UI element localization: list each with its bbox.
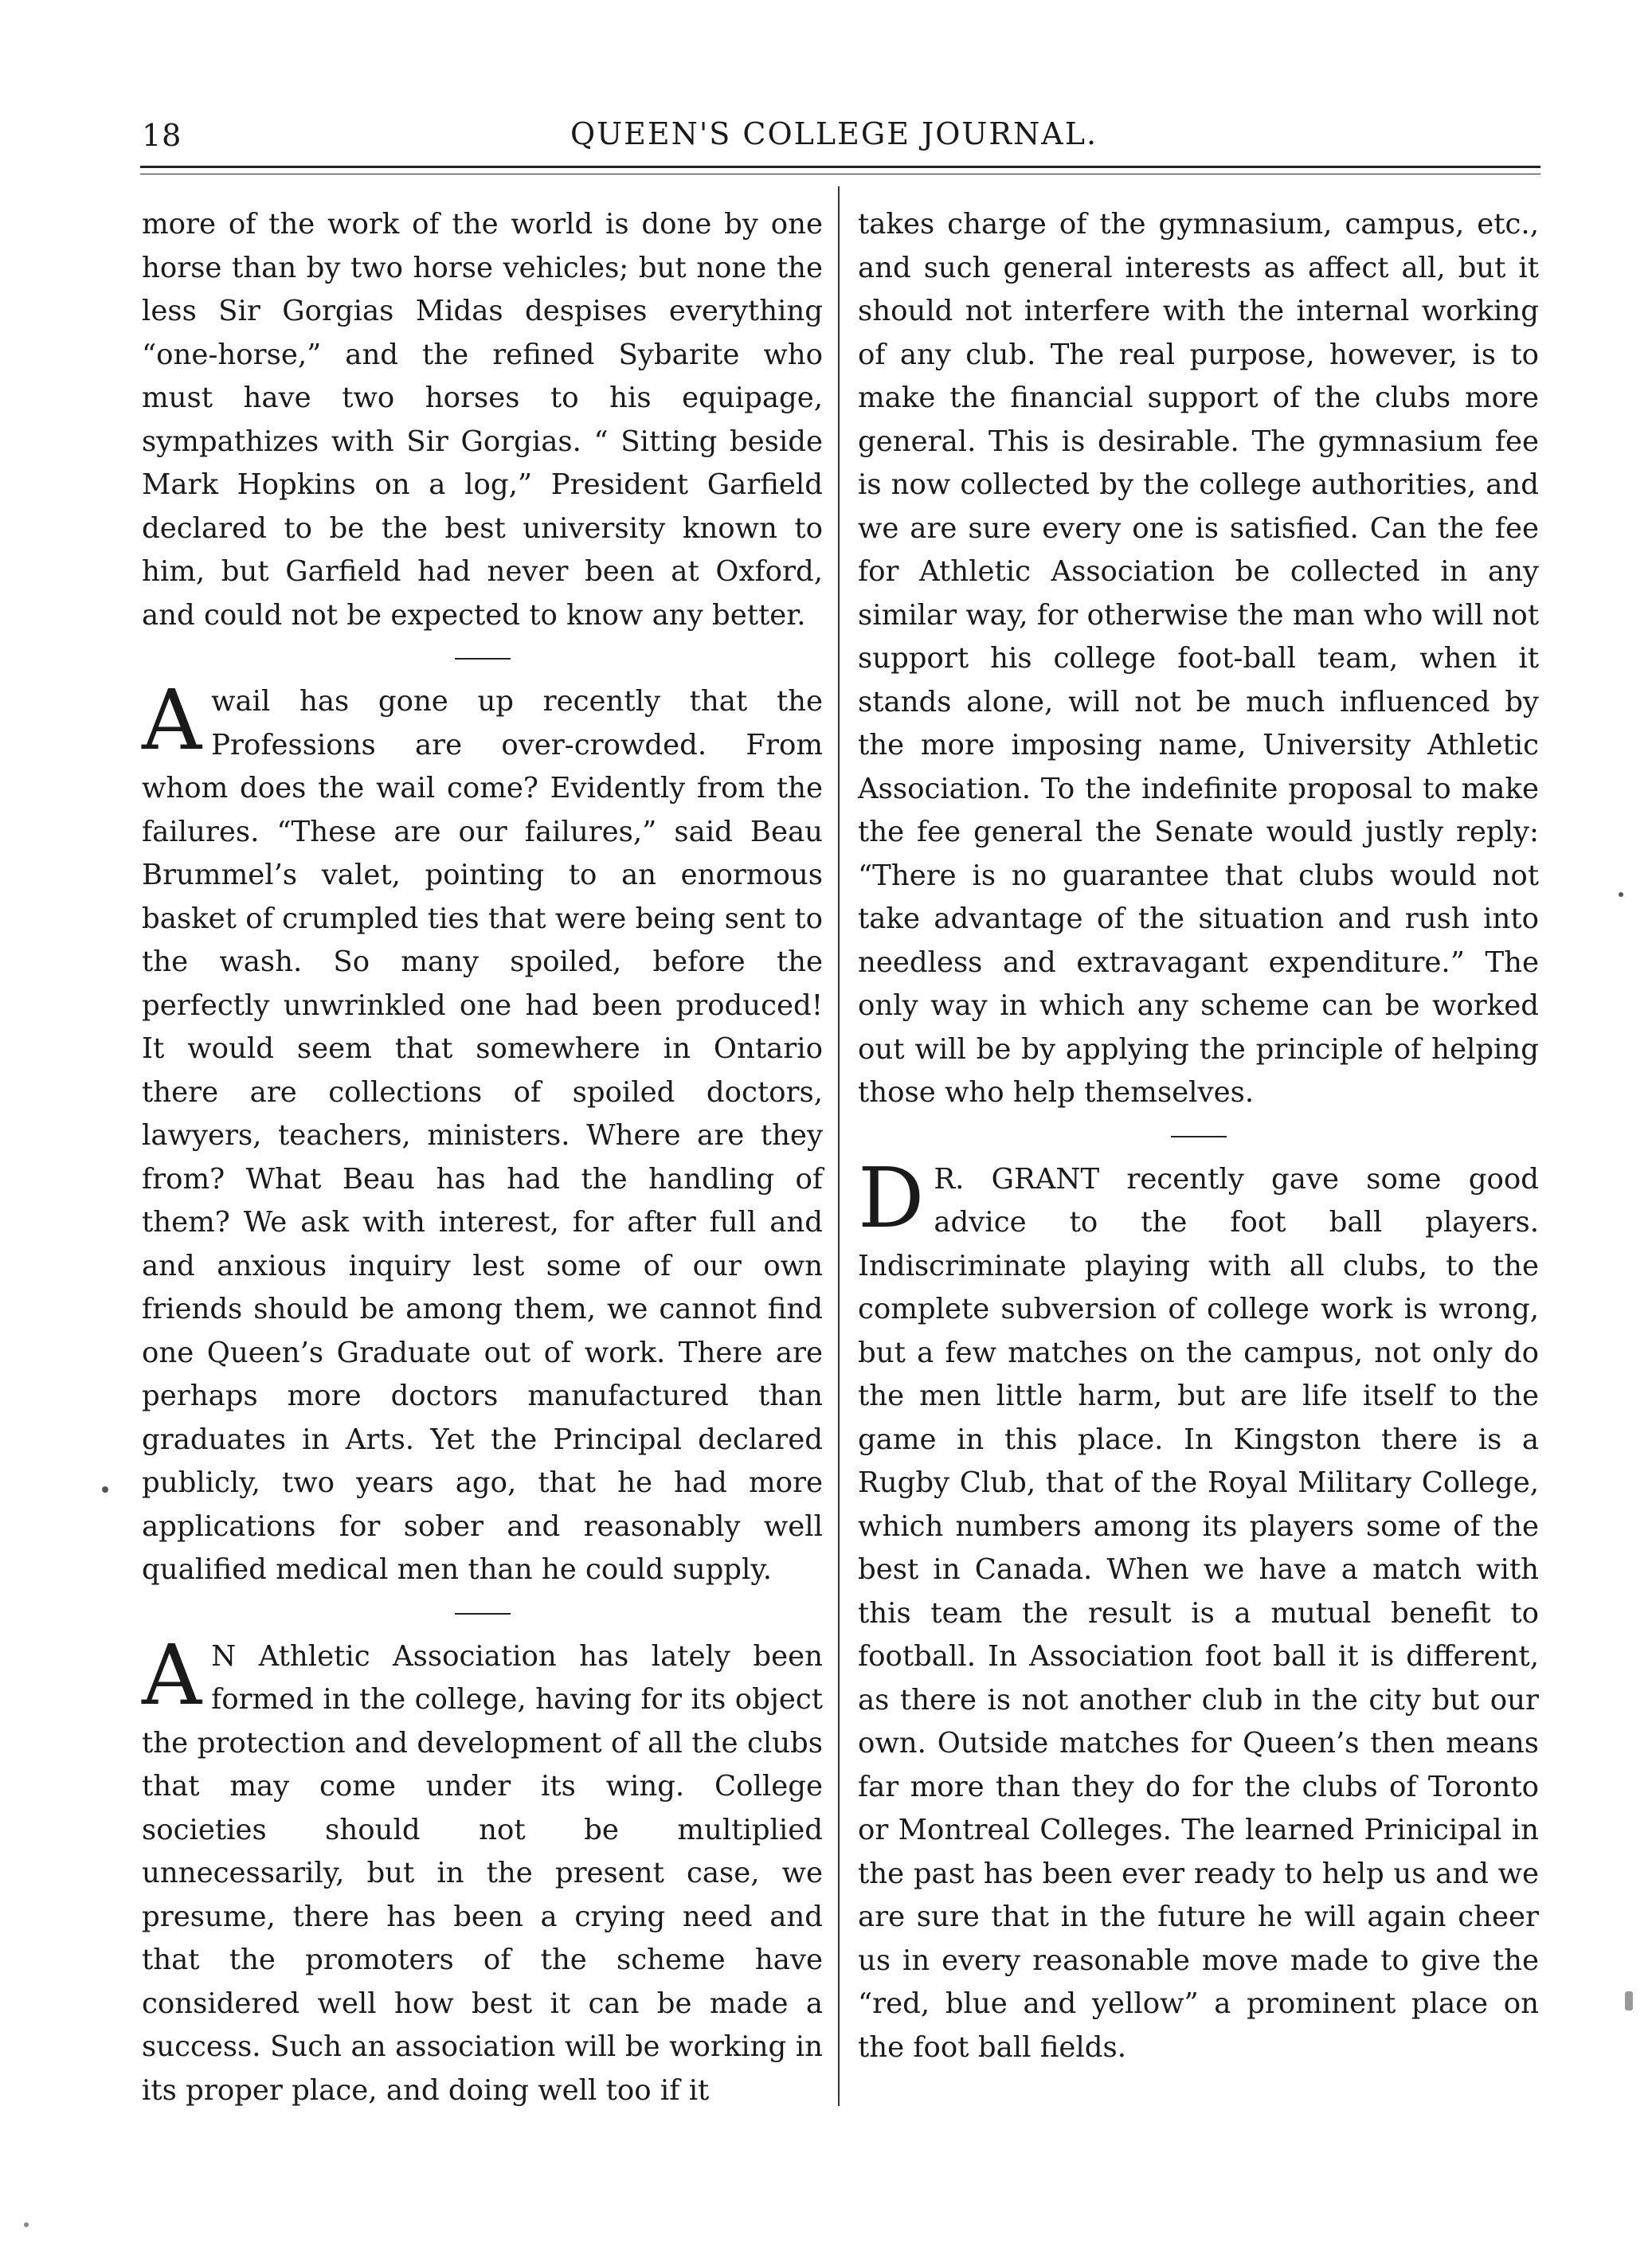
section-separator [455, 658, 511, 660]
section-separator [1171, 1136, 1227, 1137]
paragraph-athletic-continued: takes charge of the gymnasium, campus, etc., and such general interests as affect all, but it should not interfere with the internal working of any club. The real purpose, however, is to make the financial support of the clubs more general. This is desirable. The gymnasium fee is now collected by the college authorities, and we are sure every one is satisfied. Can the fee for Athletic Association be collected in any similar way, for otherwise the man who will not support his college foot-ball team, when it stands alone, will not be much influenced by the more imposing name, University Athletic Association. To the indefinite proposal to make the fee general the Senate would justly reply: “There is no guarantee that clubs would not take advantage of the situation and rush into needless and extravagant expenditure.” The only way in which any scheme can be worked out will be by applying the principle of helping those who help themselves. [858, 208, 1539, 1109]
right-column [858, 203, 1539, 2069]
paragraph-text: R. GRANT recently gave some good advice to the foot ball players. Indiscriminate playing with all clubs, to the complete subversion of college work is wrong, but a few matches on the campus, not only do the men little harm, but are life itself to the game in this place. In Kingston there is a Rugby Club, that of the Royal Military College, which numbers among its players some of the best in Canada. When we have a match with this team the result is a mutual benefit to football. In Association foot ball it is different, as there is not another club in the city but our own. Outside matches for Queen’s then means far more than they do for the clubs of Toronto or Montreal Colleges. The learned Prinicipal in the past has been ever ready to help us and we are sure that in the future he will again cheer us in every reasonable move made to give the “red, blue and yellow” a prominent place on the foot ball fields. [858, 1162, 1539, 2064]
paragraph-one-horse: more of the work of the world is done by one horse than by two horse vehicles; but none the less Sir Gorgias Midas despises everything “one-horse,” and the refined Sybarite who must have two horses to his equipage, sympathizes with Sir Gorgias. “ Sitting beside Mark Hopkins on a log,” President Garfield declared to be the best university known to him, but Garfield had never been at Oxford, and could not be expected to know any better. [142, 208, 823, 632]
page-number: 18 [142, 118, 182, 153]
paragraph-athletic-association [142, 1626, 823, 2113]
print-speck [24, 2222, 29, 2227]
paragraph-dr-grant [858, 1149, 1539, 2070]
drop-cap: A [142, 671, 202, 769]
column-divider [838, 186, 840, 2106]
print-speck [1625, 1991, 1633, 2010]
paragraph-professions [142, 671, 823, 1592]
paragraph-text: wail has gone up recently that the Professions are over-crowded. From whom does the wail come? Evidently from the failures. “These are our failures,” said Beau Brummel’s valet, pointing to an enormous basket of crumpled ties that were being sent to the wash. So many spoiled, before the perfectly unwrinkled one had been produced! It would seem that somewhere in Ontario there are collections of spoiled doctors, lawyers, teachers, ministers. Where are they from? What Beau has had the handling of them? We ask with interest, for after full and and anxious inquiry lest some of our own friends should be among them, we cannot find one Queen’s Graduate out of work. There are perhaps more doctors manufactured than graduates in Arts. Yet the Principal declared publicly, two years ago, that he had more applications for sober and reasonably well qualified medical men than he could supply. [142, 685, 823, 1586]
print-speck [102, 1486, 108, 1493]
drop-cap: A [142, 1626, 202, 1724]
drop-cap: D [858, 1149, 925, 1247]
header-rule [140, 166, 1540, 174]
paragraph-text: N Athletic Association has lately been formed in the college, having for its object the protection and development of all the clubs that may come under its wing. College societies should not be multiplied unnecessarily, but in the present case, we presume, there has been a crying need and that the promoters of the scheme have considered well how best it can be made a success. Such an association will be working in its proper place, and doing well too if it [142, 1639, 823, 2107]
left-column [142, 203, 823, 2112]
running-title: QUEEN'S COLLEGE JOURNAL. [570, 116, 1098, 151]
print-speck [1619, 892, 1623, 897]
section-separator [455, 1613, 511, 1615]
